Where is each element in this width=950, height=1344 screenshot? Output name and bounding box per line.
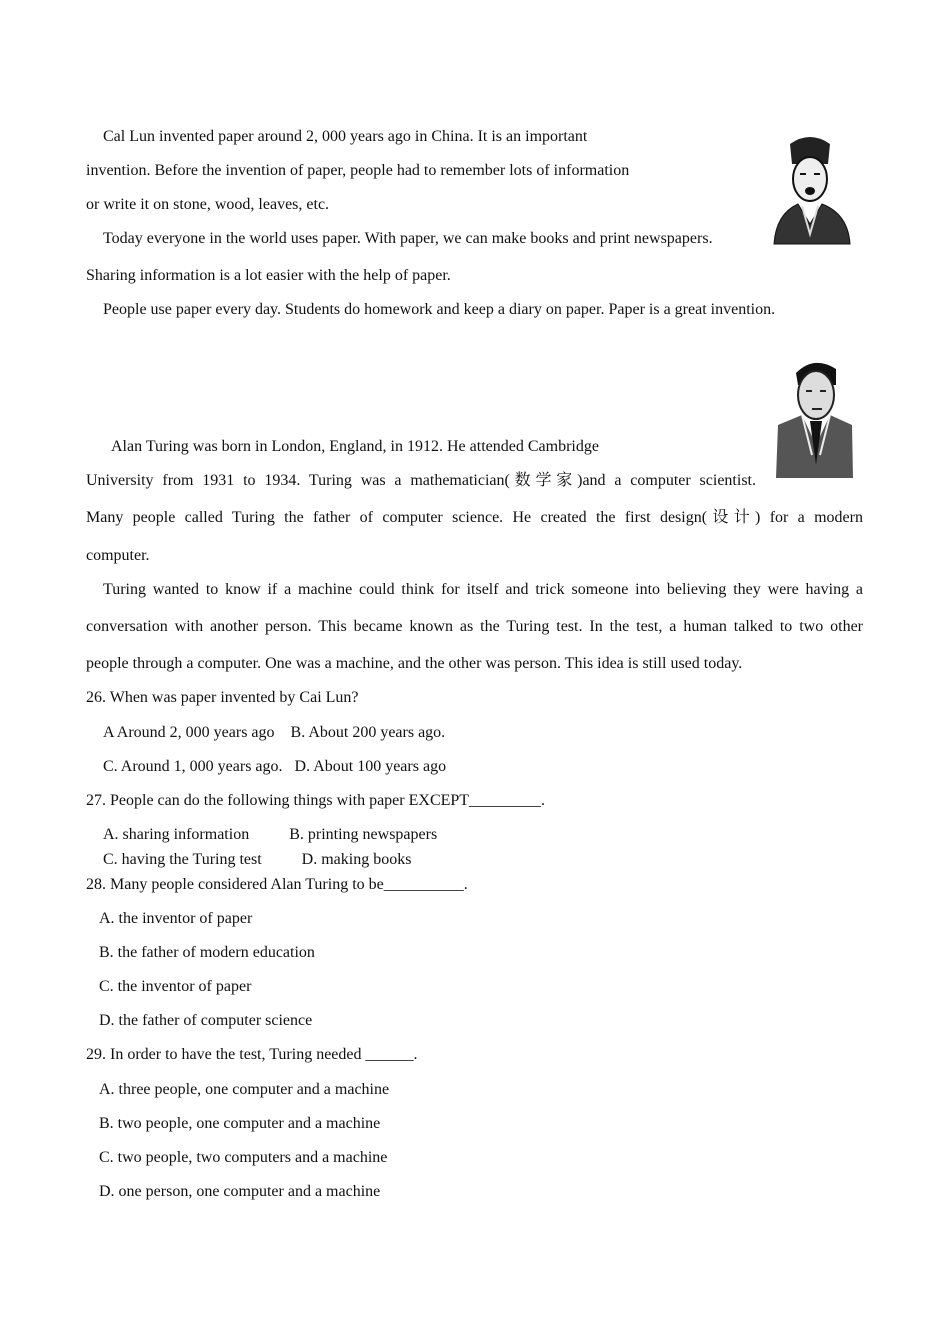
passage-line: Many people called Turing the father of computer science. He created the first design(设计) for a modern: [86, 509, 863, 526]
passage-line: Alan Turing was born in London, England, in 1912. He attended Cambridge: [111, 438, 599, 455]
passage-line: conversation with another person. This became known as the Turing test. In the test, a human talked to two other: [86, 618, 863, 635]
answer-option: C. two people, two computers and a machine: [99, 1149, 388, 1166]
answer-option: B. two people, one computer and a machine: [99, 1115, 381, 1132]
passage-line: Turing wanted to know if a machine could think for itself and trick someone into believing they were having a: [103, 581, 863, 598]
alan-turing-portrait-image: [776, 355, 853, 478]
passage-line: computer.: [86, 547, 150, 564]
answer-option: D. one person, one computer and a machine: [99, 1183, 381, 1200]
question-text: 28. Many people considered Alan Turing to be__________.: [86, 876, 468, 893]
question-text: 29. In order to have the test, Turing needed ______.: [86, 1046, 418, 1063]
passage-line: invention. Before the invention of paper, people had to remember lots of information: [86, 162, 630, 179]
answer-option: D. the father of computer science: [99, 1012, 313, 1029]
passage-line: people through a computer. One was a machine, and the other was person. This idea is still used today.: [86, 655, 743, 672]
answer-option: A. three people, one computer and a machine: [99, 1081, 390, 1098]
passage-line: Today everyone in the world uses paper. With paper, we can make books and print newspapers.: [103, 230, 713, 247]
answer-option: C. the inventor of paper: [99, 978, 252, 995]
answer-option: B. the father of modern education: [99, 944, 315, 961]
passage-line: Sharing information is a lot easier with the help of paper.: [86, 267, 451, 284]
answer-option: A. the inventor of paper: [99, 910, 253, 927]
answer-options: A Around 2, 000 years ago B. About 200 years ago.: [103, 724, 446, 741]
answer-options: C. having the Turing test D. making books: [103, 851, 412, 868]
passage-line: Cal Lun invented paper around 2, 000 years ago in China. It is an important: [103, 128, 588, 145]
answer-options: A. sharing information B. printing newspapers: [103, 826, 438, 843]
question-text: 27. People can do the following things with paper EXCEPT_________.: [86, 792, 546, 809]
passage-line: or write it on stone, wood, leaves, etc.: [86, 196, 330, 213]
question-text: 26. When was paper invented by Cai Lun?: [86, 689, 359, 706]
passage-line: University from 1931 to 1934. Turing was a mathematician(数学家)and a computer scientist.: [86, 472, 756, 489]
answer-options: C. Around 1, 000 years ago. D. About 100 years ago: [103, 758, 447, 775]
passage-line: People use paper every day. Students do homework and keep a diary on paper. Paper is a great invention.: [103, 301, 776, 318]
cai-lun-portrait-image: [772, 134, 852, 246]
